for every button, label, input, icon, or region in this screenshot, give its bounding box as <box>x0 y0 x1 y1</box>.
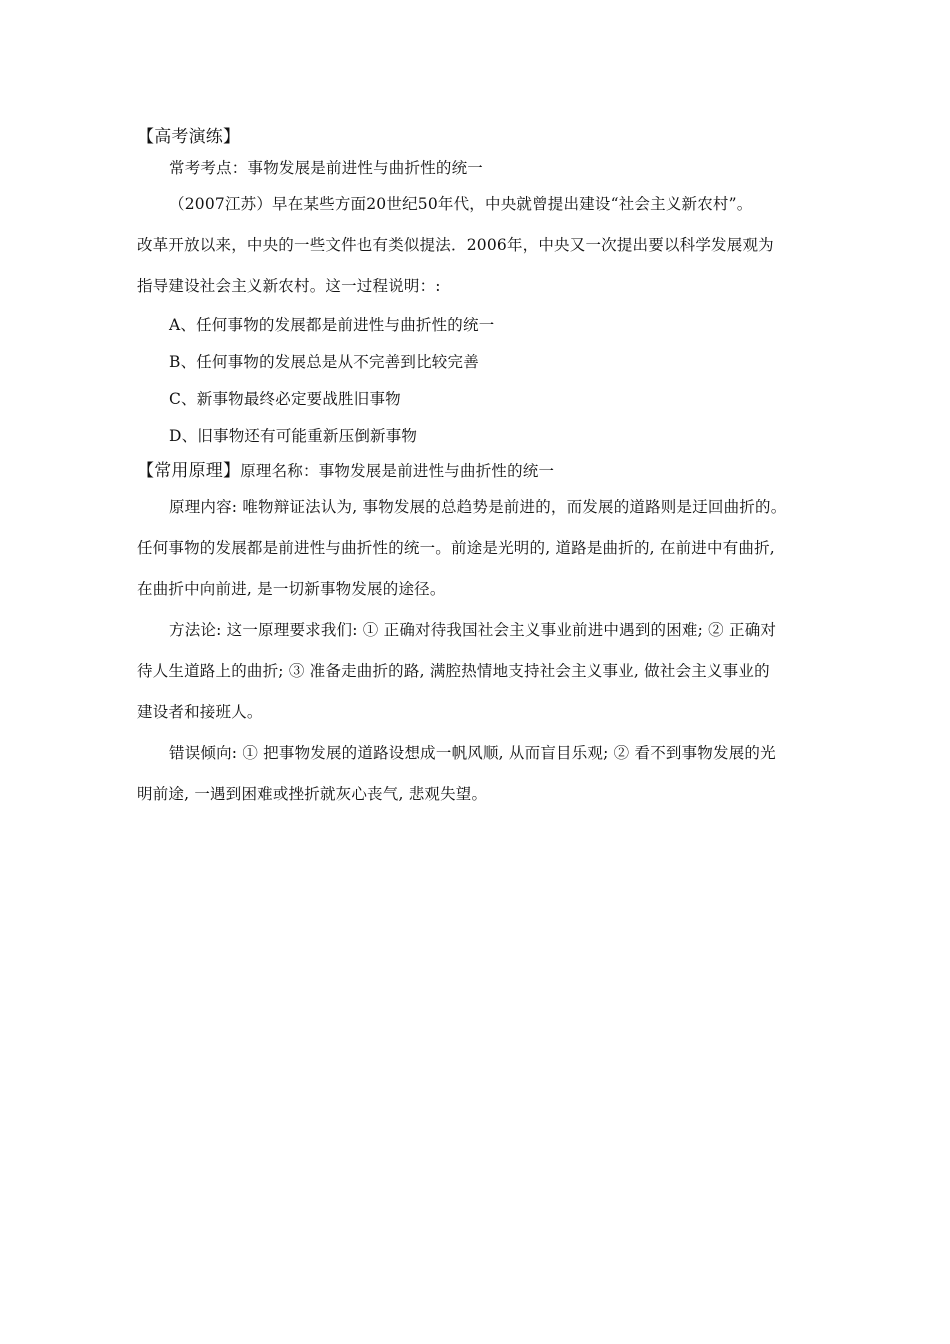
methodology-line-1: 方法论: 这一原理要求我们: ① 正确对待我国社会主义事业前进中遇到的困难; ② 正确对 <box>169 621 777 639</box>
question-line-2: 改革开放以来，中央的一些文件也有类似提法．2006年，中央又一次提出要以科学发展观为 <box>137 236 774 254</box>
option-a: A、任何事物的发展都是前进性与曲折性的统一 <box>169 316 495 334</box>
methodology-line-2: 待人生道路上的曲折; ③ 准备走曲折的路, 满腔热情地支持社会主义事业, 做社会主义事业的 <box>137 662 770 680</box>
topic-line: 常考考点：事物发展是前进性与曲折性的统一 <box>169 159 484 177</box>
option-b: B、任何事物的发展总是从不完善到比较完善 <box>169 353 479 371</box>
question-line-1: （2007江苏）早在某些方面20世纪50年代，中央就曾提出建设“社会主义新农村”。 <box>169 195 753 213</box>
option-d: D、旧事物还有可能重新压倒新事物 <box>169 427 418 445</box>
exam-practice-heading: 【高考演练】 <box>137 127 241 147</box>
principle-name: 原理名称：事物发展是前进性与曲折性的统一 <box>240 462 555 480</box>
error-tendency-line-1: 错误倾向: ① 把事物发展的道路设想成一帆风顺, 从而盲目乐观; ② 看不到事物发展的光 <box>169 744 776 762</box>
principle-heading-line <box>137 455 817 487</box>
common-principle-heading: 【常用原理】 <box>137 461 241 481</box>
error-tendency-line-2: 明前途, 一遇到困难或挫折就灰心丧气, 悲观失望。 <box>137 785 488 803</box>
document-body <box>137 122 817 815</box>
question-line-3: 指导建设社会主义新农村。这一过程说明：: <box>137 277 441 295</box>
principle-content-line-1: 原理内容: 唯物辩证法认为, 事物发展的总趋势是前进的，而发展的道路则是迂回曲折的。 <box>169 498 787 516</box>
methodology-line-3: 建设者和接班人。 <box>137 703 263 721</box>
principle-content-line-3: 在曲折中向前进, 是一切新事物发展的途径。 <box>137 580 446 598</box>
option-c: C、新事物最终必定要战胜旧事物 <box>169 390 401 408</box>
principle-content-line-2: 任何事物的发展都是前进性与曲折性的统一。前途是光明的, 道路是曲折的, 在前进中有曲折, <box>137 539 775 557</box>
